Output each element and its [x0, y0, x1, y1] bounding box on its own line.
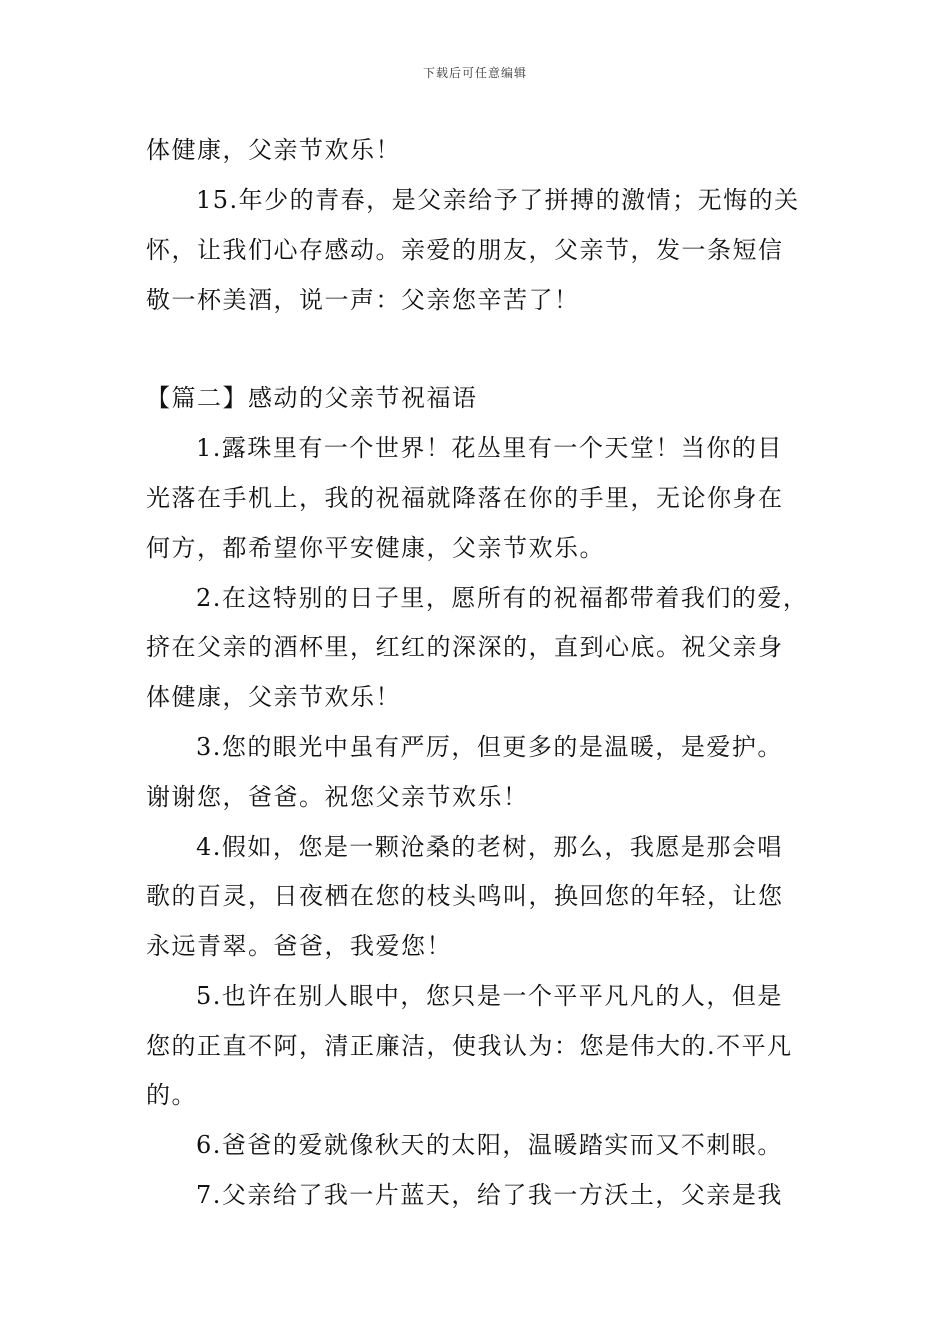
text-line: 何方，都希望你平安健康，父亲节欢乐。: [146, 534, 605, 562]
text-line: 您的正直不阿，清正廉洁，使我认为：您是伟大的.不平凡: [146, 1032, 793, 1060]
text-line: 的。: [146, 1081, 197, 1109]
page-header-note: 下载后可任意编辑: [422, 66, 527, 80]
text-line: 光落在手机上，我的祝福就降落在你的手里，无论你身在: [146, 484, 784, 512]
text-line: 2.在这特别的日子里，愿所有的祝福都带着我们的爱，: [196, 584, 809, 612]
text-line: 体健康，父亲节欢乐！: [146, 136, 401, 164]
text-line: 歌的百灵，日夜栖在您的枝头鸣叫，换回您的年轻，让您: [146, 882, 784, 910]
text-line: 敬一杯美酒，说一声：父亲您辛苦了！: [146, 286, 580, 314]
section-heading: 【篇二】感动的父亲节祝福语: [146, 384, 478, 412]
text-line: 挤在父亲的酒杯里，红红的深深的，直到心底。祝父亲身: [146, 633, 784, 661]
text-line: 怀，让我们心存感动。亲爱的朋友，父亲节，发一条短信: [146, 236, 784, 264]
text-line: 体健康，父亲节欢乐！: [146, 683, 401, 711]
text-line: 4.假如，您是一颗沧桑的老树，那么，我愿是那会唱: [196, 833, 783, 861]
text-line: 谢谢您，爸爸。祝您父亲节欢乐！: [146, 783, 529, 811]
text-line: 6.爸爸的爱就像秋天的太阳，温暖踏实而又不刺眼。: [196, 1131, 783, 1159]
text-line: 5.也许在别人眼中，您只是一个平平凡凡的人，但是: [196, 982, 783, 1010]
text-line: 15.年少的青春，是父亲给予了拼搏的激情；无悔的关: [196, 186, 800, 214]
text-line: 7.父亲给了我一片蓝天，给了我一方沃土，父亲是我: [196, 1181, 783, 1209]
text-line: 1.露珠里有一个世界！花丛里有一个天堂！当你的目: [196, 434, 783, 462]
text-line: 永远青翠。爸爸，我爱您！: [146, 932, 452, 960]
text-line: 3.您的眼光中虽有严厉，但更多的是温暖，是爱护。: [196, 733, 783, 761]
